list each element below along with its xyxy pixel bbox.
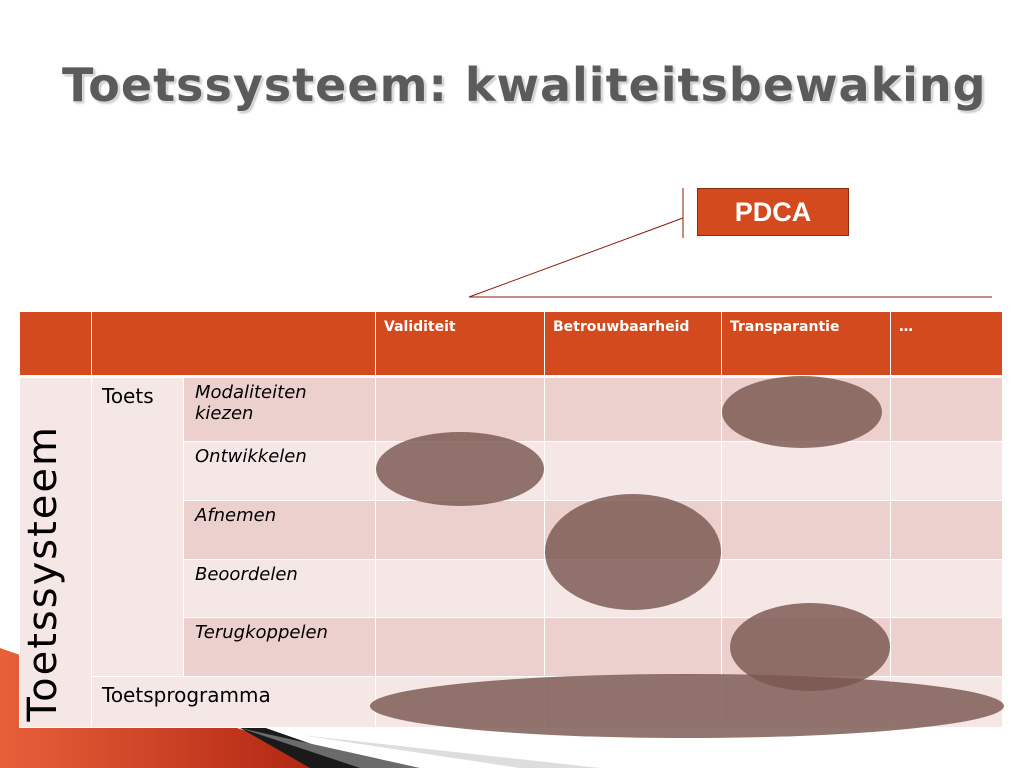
header-validiteit: Validiteit xyxy=(376,312,545,376)
step-label: Modaliteiten kiezen xyxy=(184,378,376,442)
header-more: … xyxy=(891,312,1003,376)
header-transparantie: Transparantie xyxy=(722,312,891,376)
group-label: Toets xyxy=(92,378,184,677)
table-row xyxy=(20,378,1003,442)
header-blank-2 xyxy=(92,312,376,376)
program-label: Toetsprogramma xyxy=(92,677,376,728)
header-betrouwbaarheid: Betrouwbaarheid xyxy=(545,312,722,376)
table-row xyxy=(20,677,1003,728)
step-label: Terugkoppelen xyxy=(184,618,376,677)
step-label: Afnemen xyxy=(184,501,376,560)
header-row xyxy=(20,312,1003,376)
pdca-label-box: PDCA xyxy=(697,188,849,236)
side-label: Toetssysteem xyxy=(20,424,66,721)
header-blank-1 xyxy=(20,312,92,376)
quality-matrix xyxy=(19,311,1003,728)
step-label: Beoordelen xyxy=(184,560,376,618)
slide-title: Toetssysteem: kwaliteitsbewaking xyxy=(62,58,987,112)
side-label-cell xyxy=(20,378,92,728)
step-label: Ontwikkelen xyxy=(184,442,376,501)
